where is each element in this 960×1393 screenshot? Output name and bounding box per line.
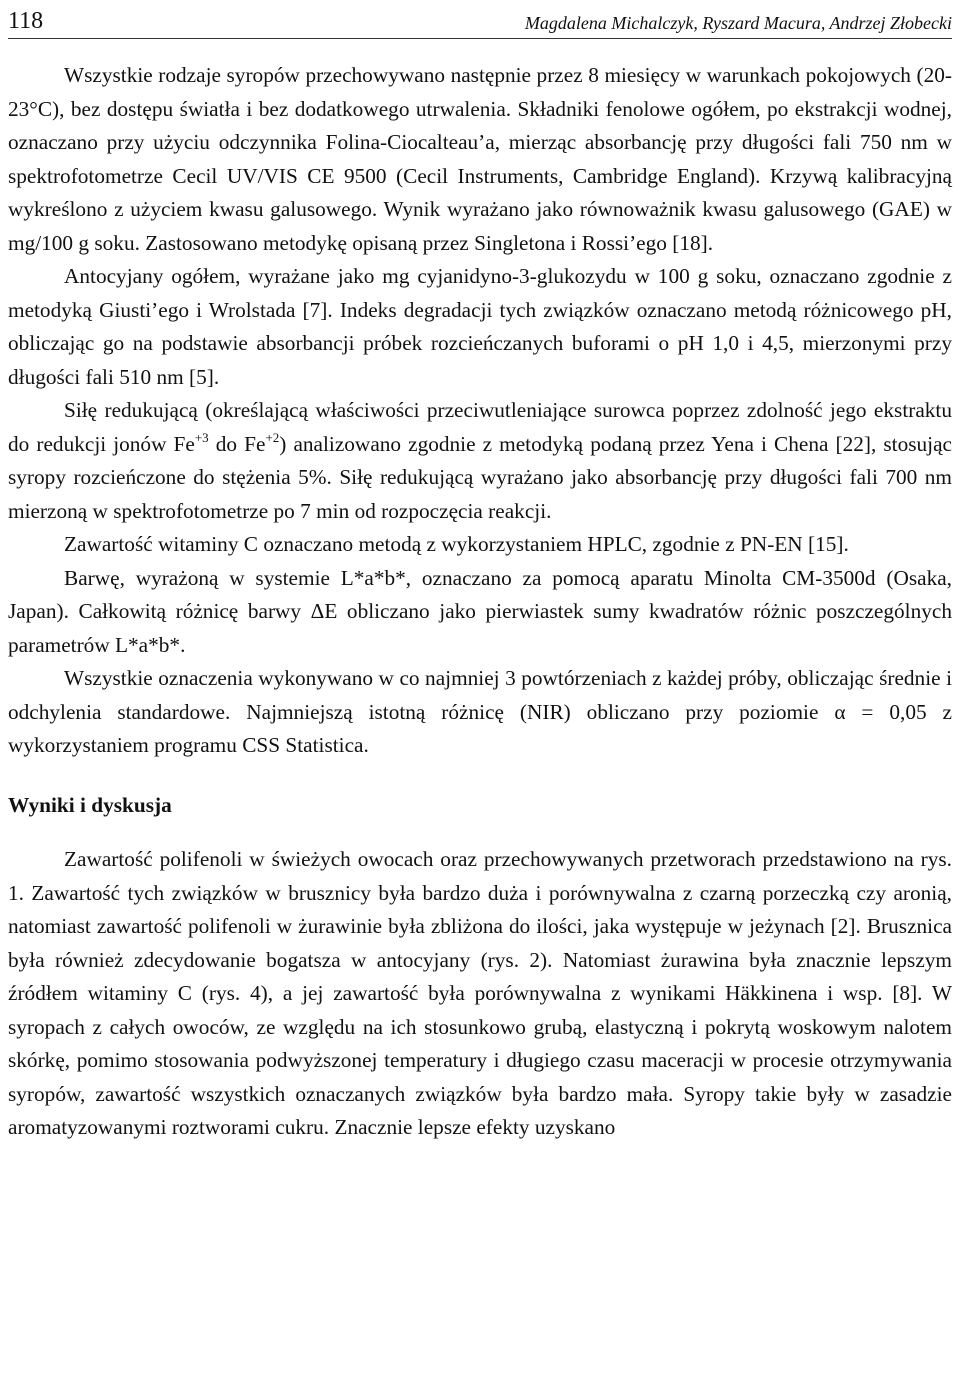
paragraph-anthocyanins: Antocyjany ogółem, wyrażane jako mg cyjanidyno-3-glukozydu w 100 g soku, oznaczano zgodnie z metodyką Giusti’ego i Wrolstada [7]. Indeks degradacji tych związków oznaczano metodą różnicowego pH, obliczając go na podstawie absorbancji próbek rozcieńczanych buforami o pH 1,0 i 4,5, mierzonymi przy długości fali 510 nm [5]. (8, 264, 952, 389)
paragraph-text-part: Siłę redukującą (określającą właściwości przeciwutleniające surowca poprzez zdolność jego ekstraktu do redukcji jonów Fe (8, 398, 952, 456)
paragraph-text-part: do Fe (208, 431, 266, 456)
running-header-authors: Magdalena Michalczyk, Ryszard Macura, Andrzej Złobecki (524, 13, 952, 33)
paragraph-statistics: Wszystkie oznaczenia wykonywano w co najmniej 3 powtórzeniach z każdej próby, obliczając średnie i odchylenia standardowe. Najmniejszą istotną różnicę (NIR) obliczano przy poziomie α = 0,05 z wykorzystaniem programu CSS Statistica. (8, 666, 952, 757)
superscript-charge: +2 (265, 429, 280, 445)
paragraph-results: Zawartość polifenoli w świeżych owocach oraz przechowywanych przetworach przedstawiono na rys. 1. Zawartość tych związków w brusznicy była bardzo duża i porównywalna z czarną porzeczką czy aronią, natomiast zawartość polifenoli w żurawinie była zbliżona do ilości, jaka występuje w jeżynach [2]. Brusznica była również zdecydowanie bogatsza w antocyjany (rys. 2). Natomiast żurawina była znacznie lepszym źródłem witaminy C (rys. 4), a jej zawartość była porównywalna z wynikami Häkkinena i wsp. [8]. W syropach z całych owoców, ze względu na ich stosunkowo grubą, elastyczną i pokrytą woskowym nalotem skórkę, pomimo stosowania podwyższonej temperatury i długiego czasu maceracji w procesie otrzymywania syropów, zawartość wszystkich oznaczanych związków była bardzo mała. Syropy takie były w zasadzie aromatyzowanymi roztworami cukru. Znacznie lepsze efekty uzyskano (8, 847, 952, 1139)
paragraph-vitamin-c: Zawartość witaminy C oznaczano metodą z wykorzystaniem HPLC, zgodnie z PN-EN [15]. (64, 532, 849, 556)
running-header (8, 0, 952, 39)
paragraph-color: Barwę, wyrażoną w systemie L*a*b*, oznaczano za pomocą aparatu Minolta CM-3500d (Osaka, Japan). Całkowitą różnicę barwy ΔE obliczano jako pierwiastek sumy kwadratów różnic poszczególnych parametrów L*a*b*. (8, 565, 952, 657)
paragraph-text-part: ) analizowano zgodnie z metodyką podaną przez Yena i Chena [22], stosując syropy rozcieńczone do stężenia 5%. Siłę redukującą wyrażano jako absorbancję przy długości fali 700 nm mierzoną w spektrofotometrze po 7 min od rozpoczęcia reakcji. (8, 431, 952, 523)
paragraph-storage-phenolics: Wszystkie rodzaje syropów przechowywano następnie przez 8 miesięcy w warunkach pokojowych (20-23°C), bez dostępu światła i bez dodatkowego utrwalenia. Składniki fenolowe ogółem, po ekstrakcji wodnej, oznaczano przy użyciu odczynnika Folina-Ciocalteau’a, mierząc absorbancję przy długości fali 750 nm w spektrofotometrze Cecil UV/VIS CE 9500 (Cecil Instruments, Cambridge England). Krzywą kalibracyjną wykreślono z użyciem kwasu galusowego. Wynik wyrażano jako równoważnik kwasu galusowego (GAE) w mg/100 g soku. Zastosowano metodykę opisaną przez Singletona i Rossi’ego [18]. (8, 63, 952, 255)
page-number: 118 (8, 8, 44, 34)
paragraph-reducing-power (8, 394, 952, 528)
section-title: Wyniki i dyskusja (8, 792, 172, 817)
superscript-charge: +3 (194, 429, 209, 445)
